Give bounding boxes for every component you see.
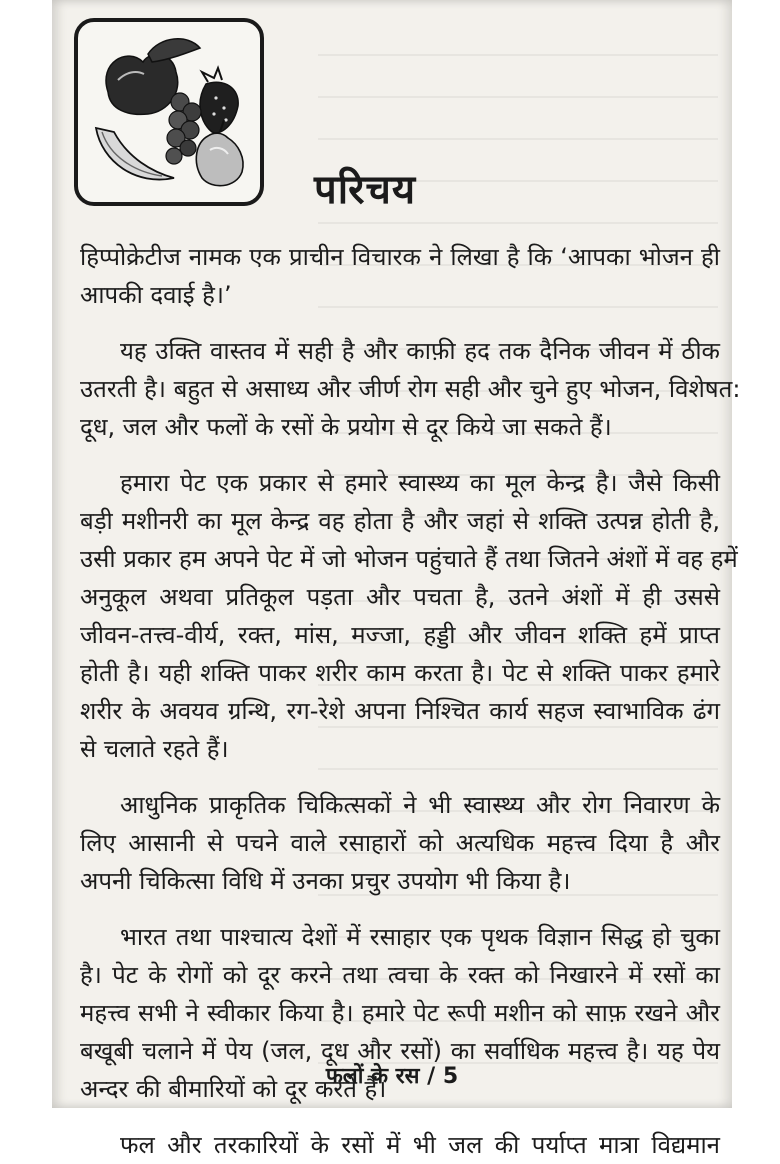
chapter-title: परिचय xyxy=(314,167,417,213)
body-line: जीवन-तत्त्व-वीर्य, रक्त, मांस, मज्जा, हड्डी और जीवन शक्ति हमें प्राप्त xyxy=(80,621,720,649)
body-line: लिए आसानी से पचने वाले रसाहारों को अत्यधिक महत्त्व दिया है और xyxy=(80,829,720,857)
body-line: से चलाते रहते हैं। xyxy=(80,735,229,763)
body-line: आपकी दवाई है।’ xyxy=(80,281,232,309)
body-line: उसी प्रकार हम अपने पेट में जो भोजन पहुंचाते हैं तथा जितने अंशों में वह हमें xyxy=(80,545,738,573)
body-line: हिप्पोक्रेटीज नामक एक प्राचीन विचारक ने लिखा है कि ‘आपका भोजन ही xyxy=(80,243,720,271)
chapter-logo xyxy=(74,18,264,206)
body-line: फल और तरकारियों के रसों में भी जल की पर्याप्त मात्रा विद्यमान xyxy=(120,1131,720,1159)
body-line: बड़ी मशीनरी का मूल केन्द्र वह होता है और जहां से शक्ति उत्पन्न होती है, xyxy=(80,507,720,535)
page-footer: फलों के रस / 5 xyxy=(325,1064,459,1089)
body-line: अनुकूल अथवा प्रतिकूल पड़ता और पचता है, उतने अंशों में ही उससे xyxy=(80,583,720,611)
body-line: उतरती है। बहुत से असाध्य और जीर्ण रोग सही और चुने हुए भोजन, विशेषत: xyxy=(80,375,741,403)
body-line: आधुनिक प्राकृतिक चिकित्सकों ने भी स्वास्थ्य और रोग निवारण के xyxy=(120,791,720,819)
body-line: है। पेट के रोगों को दूर करने तथा त्वचा के रक्त को निखारने में रसों का xyxy=(80,961,720,989)
chapter-body xyxy=(80,238,741,1164)
body-line: शरीर के अवयव ग्रन्थि, रग-रेशे अपना निश्चित कार्य सहज स्वाभाविक ढंग xyxy=(80,697,720,725)
body-line: होती है। यही शक्ति पाकर शरीर काम करता है। पेट से शक्ति पाकर हमारे xyxy=(80,659,720,687)
body-line: हमारा पेट एक प्रकार से हमारे स्वास्थ्य का मूल केन्द्र है। जैसे किसी xyxy=(120,469,720,497)
body-line: अन्दर की बीमारियों को दूर करते हैं। xyxy=(80,1075,387,1103)
body-line: महत्त्व सभी ने स्वीकार किया है। हमारे पेट रूपी मशीन को साफ़ रखने और xyxy=(80,999,720,1027)
body-line: दूध, जल और फलों के रसों के प्रयोग से दूर किये जा सकते हैं। xyxy=(80,413,612,441)
body-line: अपनी चिकित्सा विधि में उनका प्रचुर उपयोग भी किया है। xyxy=(80,867,571,895)
book-page xyxy=(52,0,741,1159)
body-line: भारत तथा पाश्चात्य देशों में रसाहार एक पृथक विज्ञान सिद्ध हो चुका xyxy=(120,923,720,951)
body-line: यह उक्ति वास्तव में सही है और काफ़ी हद तक दैनिक जीवन में ठीक xyxy=(120,337,720,365)
fruits-illustration-icon xyxy=(88,32,250,192)
body-line: बखूबी चलाने में पेय (जल, दूध और रसों) का सर्वाधिक महत्त्व है। यह पेय xyxy=(80,1037,720,1065)
